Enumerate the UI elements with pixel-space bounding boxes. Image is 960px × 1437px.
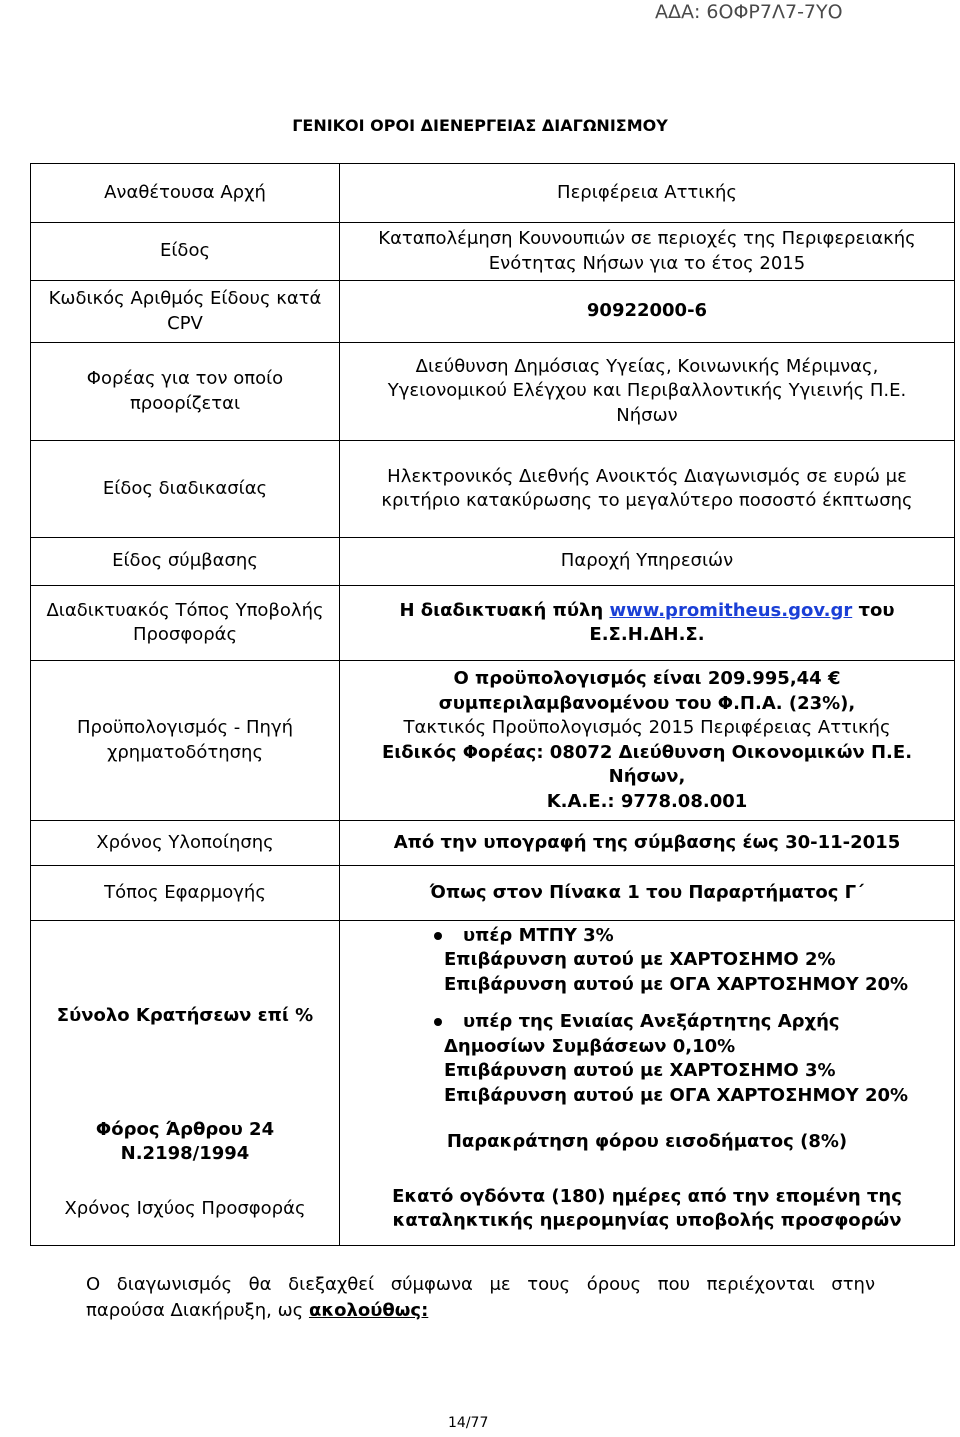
budget-value — [340, 661, 955, 821]
portal-suffix: του — [858, 599, 895, 621]
place-value: Όπως στον Πίνακα 1 του Παραρτήματος Γ΄ — [340, 866, 955, 921]
beneficiary-label — [31, 343, 340, 441]
contract-type-value: Παροχή Υπηρεσιών — [340, 538, 955, 586]
authority-label: Αναθέτουσα Αρχή — [31, 164, 340, 223]
deduction-group — [444, 924, 954, 998]
budget-special-body: Ειδικός Φορέας: 08072 Διεύθυνση Οικονομικών Π.Ε. — [381, 741, 913, 763]
deduction-group — [444, 1010, 954, 1108]
closing-emphasis: ακολούθως: — [308, 1300, 429, 1321]
place-label: Τόπος Εφαρμογής — [31, 866, 340, 921]
budget-label-line: χρηματοδότησης — [106, 741, 264, 763]
tax-label-line: Ν.2198/1994 — [120, 1143, 250, 1164]
authority-value: Περιφέρεια Αττικής — [340, 164, 955, 223]
validity-value-line: Εκατό ογδόντα (180) ημέρες από την επομένη της — [392, 1185, 902, 1207]
beneficiary-value-line: Διεύθυνση Δημόσιας Υγείας, Κοινωνικής Μέριμνας, — [415, 355, 879, 377]
closing-line: Ο διαγωνισμός θα διεξαχθεί σύμφωνα με τους όρους που περιέχονται στην — [86, 1274, 875, 1295]
item-label: Είδος — [31, 223, 340, 281]
page-title: ΓΕΝΙΚΟΙ ΟΡΟΙ ΔΙΕΝΕΡΓΕΙΑΣ ΔΙΑΓΩΝΙΣΜΟΥ — [292, 116, 668, 135]
validity-value — [340, 1173, 955, 1246]
submission-site-label-line: Προσφοράς — [132, 624, 238, 645]
deductions-label: Σύνολο Κρατήσεων επί % — [31, 921, 340, 1111]
contract-type-label: Είδος σύμβασης — [31, 538, 340, 586]
procedure-value-line: κριτήριο κατακύρωσης το μεγαλύτερο ποσοστό έκπτωσης — [381, 490, 913, 511]
submission-site-value — [340, 586, 955, 661]
list-item-text: Επιβάρυνση αυτού με ΧΑΡΤΟΣΗΜΟ 2% — [444, 949, 836, 971]
tax-label-line: Φόρος Άρθρου 24 — [95, 1118, 275, 1140]
list-item — [444, 1010, 954, 1035]
tax-label — [31, 1111, 340, 1173]
beneficiary-label-line: προορίζεται — [129, 392, 241, 414]
tax-value: Παρακράτηση φόρου εισοδήματος (8%) — [340, 1111, 955, 1173]
list-item-text: Επιβάρυνση αυτού με ΟΓΑ ΧΑΡΤΟΣΗΜΟΥ 20% — [444, 1084, 909, 1106]
page-number: 14/77 — [448, 1415, 489, 1431]
list-item-text: Δημοσίων Συμβάσεων 0,10% — [444, 1035, 736, 1057]
list-item — [444, 924, 954, 949]
submission-site-label-line: Διαδικτυακός Τόπος Υποβολής — [46, 599, 324, 621]
budget-label — [31, 661, 340, 821]
cpv-label-line: Κωδικός Αριθμός Είδους κατά — [48, 288, 322, 309]
list-item-text: Επιβάρυνση αυτού με ΧΑΡΤΟΣΗΜΟ 3% — [444, 1060, 836, 1082]
portal-prefix: Η διαδικτυακή πύλη — [399, 599, 604, 621]
closing-text: παρούσα Διακήρυξη, ως — [86, 1300, 304, 1321]
budget-kae: Κ.Α.Ε.: 9778.08.001 — [546, 790, 748, 812]
beneficiary-value-line: Υγειονομικού Ελέγχου και Περιβαλλοντικής Υγιεινής Π.Ε. — [387, 380, 907, 402]
list-item-text: υπέρ της Ενιαίας Ανεξάρτητης Αρχής — [463, 1011, 840, 1033]
validity-value-line: καταληκτικής ημερομηνίας υποβολής προσφορών — [392, 1210, 902, 1231]
validity-label: Χρόνος Ισχύος Προσφοράς — [31, 1173, 340, 1246]
item-value — [340, 223, 955, 281]
budget-special-body-cont: Νήσων, — [608, 766, 686, 787]
budget-amount: Ο προϋπολογισμός είναι 209.995,44 € — [453, 668, 841, 689]
beneficiary-label-line: Φορέας για τον οποίο — [86, 368, 284, 389]
cpv-label-line: CPV — [167, 312, 203, 334]
cpv-value: 90922000-6 — [340, 281, 955, 343]
item-value-line: Ενότητας Νήσων για το έτος 2015 — [488, 252, 806, 274]
portal-authority: Ε.Σ.Η.ΔΗ.Σ. — [589, 624, 705, 645]
procedure-value — [340, 441, 955, 538]
procedure-label: Είδος διαδικασίας — [31, 441, 340, 538]
ada-code: ΑΔΑ: 6ΟΦΡ7Λ7-7ΥΟ — [655, 1, 843, 23]
submission-site-line — [399, 599, 894, 624]
beneficiary-value-line: Νήσων — [616, 404, 678, 426]
cpv-label — [31, 281, 340, 343]
procedure-value-line: Ηλεκτρονικός Διεθνής Ανοικτός Διαγωνισμός σε ευρώ με — [387, 465, 907, 487]
bullet-marker — [434, 932, 442, 940]
budget-vat-note: συμπεριλαμβανομένου του Φ.Π.Α. (23%), — [438, 692, 856, 714]
duration-label: Χρόνος Υλοποίησης — [31, 821, 340, 866]
terms-table — [30, 163, 955, 1246]
list-item-text: υπέρ ΜΤΠΥ 3% — [463, 924, 614, 946]
deductions-value — [340, 921, 955, 1111]
beneficiary-value — [340, 343, 955, 441]
list-item-text: Επιβάρυνση αυτού με ΟΓΑ ΧΑΡΤΟΣΗΜΟΥ 20% — [444, 973, 909, 995]
duration-value: Από την υπογραφή της σύμβασης έως 30-11-2015 — [340, 821, 955, 866]
item-value-line: Καταπολέμηση Κουνουπιών σε περιοχές της Περιφερειακής — [378, 228, 916, 249]
closing-line — [86, 1298, 875, 1324]
submission-site-label — [31, 586, 340, 661]
budget-source: Τακτικός Προϋπολογισμός 2015 Περιφέρειας Αττικής — [403, 717, 891, 738]
budget-label-line: Προϋπολογισμός - Πηγή — [76, 717, 294, 738]
closing-paragraph — [86, 1272, 875, 1324]
deductions-list — [340, 924, 954, 1109]
bullet-marker — [434, 1018, 442, 1026]
portal-link[interactable]: www.promitheus.gov.gr — [609, 599, 853, 621]
